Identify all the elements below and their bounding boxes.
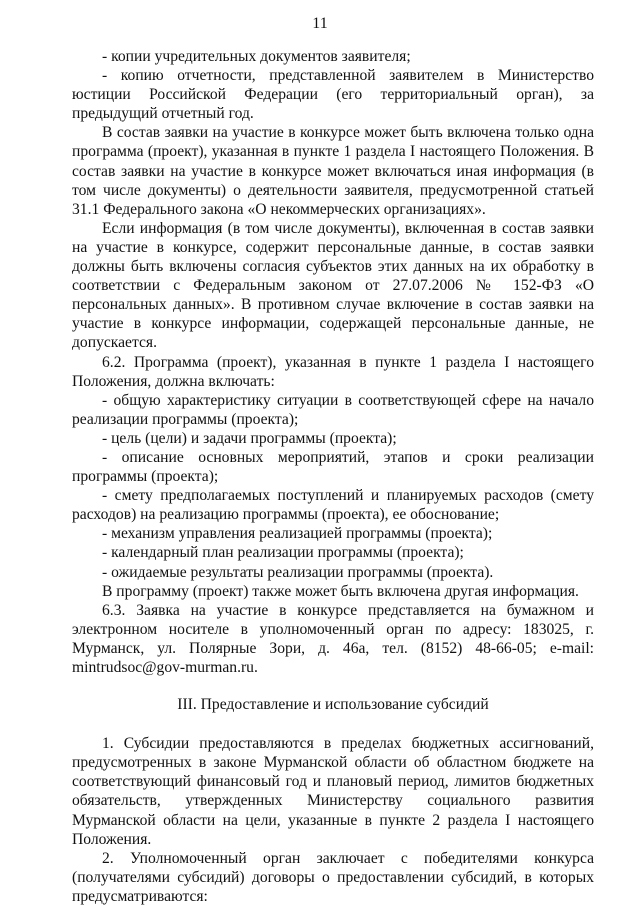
- paragraph-6-2: 6.2. Программа (проект), указанная в пункте 1 раздела I настоящего Положения, должна включать:: [72, 353, 594, 390]
- document-body: [72, 47, 594, 906]
- paragraph-charter-docs: - копии учредительных документов заявителя;: [102, 48, 411, 65]
- list-item: - смету предполагаемых поступлений и планируемых расходов (смету расходов) на реализацию программы (проекта), ее обоснование;: [72, 487, 594, 524]
- paragraph-section-2: 2. Уполномоченный орган заключает с победителями конкурса (получателями субсидий) договоры о предоставлении субсидий, в которых предусматриваются:: [72, 849, 594, 905]
- section-heading: III. Предоставление и использование субсидий: [177, 696, 489, 714]
- list-item: - описание основных мероприятий, этапов и сроки реализации программы (проекта);: [72, 448, 594, 486]
- paragraph-application-program: В состав заявки на участие в конкурсе может быть включена только одна программа (проект), указанная в пункте 1 раздела I настоящего Положения. В состав заявки на участие в конкурсе может включаться иная информация (в том числе документы) о деятельности заявителя, предусмотренной статьей 31.1 Федерального закона «О некоммерческих организациях».: [72, 124, 594, 218]
- list-item: - календарный план реализации программы (проекта);: [102, 544, 464, 562]
- list-item: - механизм управления реализацией программы (проекта);: [102, 525, 493, 543]
- paragraph-personal-data: Если информация (в том числе документы), включенная в состав заявки на участие в конкурсе, содержит персональные данные, в состав заявки должны быть включены согласия субъектов этих данных на их обработку в соответствии с Федеральным законом от 27.07.2006 № 152-ФЗ «О персональных данных». В противном случае включение в состав заявки на участие в конкурсе информации, содержащей персональные данные, не допускается.: [72, 219, 594, 352]
- paragraph-section-1: 1. Субсидии предоставляются в пределах бюджетных ассигнований, предусмотренных в законе Мурманской области об областном бюджете на соответствующий финансовый год и плановый период, лимитов бюджетных обязательств, утвержденных Министерству социального развития Мурманской области на цели, указанные в пункте 2 раздела I настоящего Положения.: [72, 735, 594, 848]
- paragraph-reporting-copy: - копию отчетности, представленной заявителем в Министерство юстиции Российской Федерации (его территориальный орган), за предыдущий отчетный год.: [72, 67, 594, 123]
- list-item: - общую характеристику ситуации в соответствующей сфере на начало реализации программы (проекта);: [72, 391, 594, 428]
- list-item: - ожидаемые результаты реализации программы (проекта).: [102, 563, 494, 581]
- list-item: - цель (цели) и задачи программы (проекта);: [102, 429, 397, 447]
- page-number: 11: [312, 15, 328, 32]
- paragraph-6-3: 6.3. Заявка на участие в конкурсе представляется на бумажном и электронном носителе в уполномоченный орган по адресу: 183025, г. Мурманск, ул. Полярные Зори, д. 46а, тел. (8152) 48-66-05; e-mail: mintrudsoc@gov-murman.ru.: [72, 601, 594, 676]
- paragraph-other-info: В программу (проект) также может быть включена другая информация.: [102, 582, 579, 600]
